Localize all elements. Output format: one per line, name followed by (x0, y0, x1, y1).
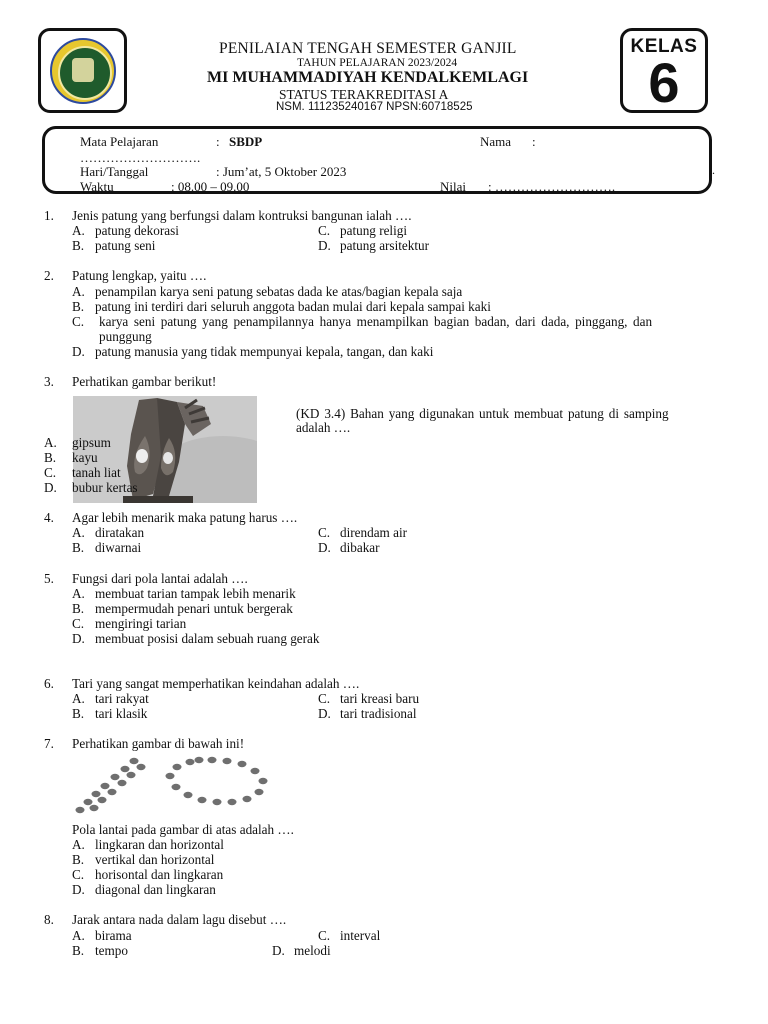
subject-colon: : (216, 134, 220, 149)
class-number: 6 (648, 51, 680, 114)
q4-option-c-letter: C. (318, 525, 331, 540)
q1-option-d-letter: D. (318, 238, 331, 253)
q4-option-a[interactable]: diratakan (95, 525, 145, 540)
q6-option-d[interactable]: tari tradisional (340, 706, 417, 721)
score-label: Nilai (440, 179, 466, 194)
q5-option-c[interactable]: mengiringi tarian (95, 616, 187, 631)
subject-label: Mata Pelajaran (80, 134, 159, 149)
q8-option-b[interactable]: tempo (95, 943, 128, 958)
q2-option-b-letter: B. (72, 299, 85, 314)
name-colon: : (532, 134, 536, 149)
q2-option-a-letter: A. (72, 284, 85, 299)
q1-text: Jenis patung yang berfungsi dalam kontruksi bangunan ialah …. (72, 208, 412, 223)
q4-option-b[interactable]: diwarnai (95, 540, 142, 555)
time-value: : 08.00 – 09.00 (171, 179, 250, 194)
class-label: KELAS (630, 36, 698, 57)
q7-option-d[interactable]: diagonal dan lingkaran (95, 882, 216, 897)
q7-prompt: Pola lantai pada gambar di atas adalah …. (72, 822, 294, 837)
q2-option-b[interactable]: patung ini terdiri dari seluruh anggota badan mulai dari kepala sampai kaki (95, 299, 491, 314)
day-label: Hari/Tanggal (80, 164, 149, 179)
q1-option-a[interactable]: patung dekorasi (95, 223, 179, 238)
q2-option-c-letter: C. (72, 314, 85, 329)
q3-option-a-letter: A. (44, 435, 57, 450)
q8-option-d-letter: D. (272, 943, 285, 958)
q7-option-b-letter: B. (72, 852, 85, 867)
q3-option-d[interactable]: bubur kertas (72, 480, 138, 495)
q8-option-a[interactable]: birama (95, 928, 132, 943)
q5-option-b-letter: B. (72, 601, 85, 616)
q4-number: 4. (44, 510, 54, 525)
q1-number: 1. (44, 208, 54, 223)
nsm-npsn: NSM. 111235240167 NPSN:60718525 (276, 101, 473, 113)
q6-option-a-letter: A. (72, 691, 85, 706)
q8-option-d[interactable]: melodi (294, 943, 331, 958)
q5-option-d[interactable]: membuat posisi dalam sebuah ruang gerak (95, 631, 320, 646)
q3-text: Perhatikan gambar berikut! (72, 374, 217, 389)
q7-option-b[interactable]: vertikal dan horizontal (95, 852, 215, 867)
school-name: MI MUHAMMADIYAH KENDALKEMLAGI (207, 69, 529, 86)
q1-option-b[interactable]: patung seni (95, 238, 156, 253)
q5-option-a[interactable]: membuat tarian tampak lebih menarik (95, 586, 296, 601)
q1-option-a-letter: A. (72, 223, 85, 238)
time-label: Waktu (80, 179, 114, 194)
q6-option-a[interactable]: tari rakyat (95, 691, 149, 706)
q2-option-d-letter: D. (72, 344, 85, 359)
q4-option-d-letter: D. (318, 540, 331, 555)
madrasah-logo (50, 38, 116, 104)
q3-option-c-letter: C. (44, 465, 57, 480)
q5-number: 5. (44, 571, 54, 586)
name-label: Nama (480, 134, 512, 149)
floor-pattern-image (72, 752, 272, 820)
q2-number: 2. (44, 268, 54, 283)
q5-option-c-letter: C. (72, 616, 85, 631)
q3-number: 3. (44, 374, 54, 389)
q2-option-a[interactable]: penampilan karya seni patung sebatas dada ke atas/bagian kepala saja (95, 284, 463, 299)
q2-option-c[interactable]: karya seni patung yang penampilannya hanya menampilkan bagian badan, dari dada, pinggang, dan (99, 314, 653, 329)
q7-text: Perhatikan gambar di bawah ini! (72, 736, 245, 751)
q2-option-d[interactable]: patung manusia yang tidak mempunyai kepala, tangan, dan kaki (95, 344, 434, 359)
q4-option-a-letter: A. (72, 525, 85, 540)
q5-text: Fungsi dari pola lantai adalah …. (72, 571, 248, 586)
q8-option-c-letter: C. (318, 928, 331, 943)
q2-option-c-continued: punggung (99, 329, 152, 344)
q8-option-a-letter: A. (72, 928, 85, 943)
q7-option-a-letter: A. (72, 837, 85, 852)
subject-value: SBDP (229, 134, 263, 149)
q8-option-c[interactable]: interval (340, 928, 381, 943)
stray-dot: . (712, 163, 715, 177)
q6-option-c-letter: C. (318, 691, 331, 706)
q2-text: Patung lengkap, yaitu …. (72, 268, 207, 283)
q7-option-c-letter: C. (72, 867, 85, 882)
class-badge (620, 28, 708, 113)
q1-option-b-letter: B. (72, 238, 85, 253)
accreditation-status: STATUS TERAKREDITASI A (279, 87, 449, 102)
q3-option-d-letter: D. (44, 480, 57, 495)
name-blank[interactable]: ………………………. (80, 150, 201, 165)
q3-side-text-line1: (KD 3.4) Bahan yang digunakan untuk membuat patung di samping (296, 406, 669, 421)
q6-option-c[interactable]: tari kreasi baru (340, 691, 420, 706)
q3-option-c[interactable]: tanah liat (72, 465, 121, 480)
q7-option-c[interactable]: horisontal dan lingkaran (95, 867, 224, 882)
q6-text: Tari yang sangat memperhatikan keindahan adalah …. (72, 676, 360, 691)
q6-option-b-letter: B. (72, 706, 85, 721)
q1-option-c-letter: C. (318, 223, 331, 238)
q7-option-a[interactable]: lingkaran dan horizontal (95, 837, 224, 852)
q3-option-a[interactable]: gipsum (72, 435, 111, 450)
academic-year: TAHUN PELAJARAN 2023/2024 (297, 57, 458, 69)
q1-option-d[interactable]: patung arsitektur (340, 238, 429, 253)
day-value: : Jum’at, 5 Oktober 2023 (216, 164, 347, 179)
q4-option-b-letter: B. (72, 540, 85, 555)
q8-number: 8. (44, 912, 54, 927)
q8-text: Jarak antara nada dalam lagu disebut …. (72, 912, 287, 927)
q5-option-d-letter: D. (72, 631, 85, 646)
q5-option-a-letter: A. (72, 586, 85, 601)
q4-text: Agar lebih menarik maka patung harus …. (72, 510, 298, 525)
q4-option-c[interactable]: direndam air (340, 525, 408, 540)
score-blank[interactable]: : ………………………. (488, 179, 616, 194)
q1-option-c[interactable]: patung religi (340, 223, 408, 238)
q3-option-b[interactable]: kayu (72, 450, 98, 465)
q6-option-d-letter: D. (318, 706, 331, 721)
q8-option-b-letter: B. (72, 943, 85, 958)
q7-option-d-letter: D. (72, 882, 85, 897)
q3-side-text-line2: adalah …. (296, 420, 351, 435)
exam-title: PENILAIAN TENGAH SEMESTER GANJIL (219, 40, 517, 57)
q7-number: 7. (44, 736, 54, 751)
q6-option-b[interactable]: tari klasik (95, 706, 148, 721)
q5-option-b[interactable]: mempermudah penari untuk bergerak (95, 601, 293, 616)
q3-option-b-letter: B. (44, 450, 57, 465)
q6-number: 6. (44, 676, 54, 691)
q4-option-d[interactable]: dibakar (340, 540, 380, 555)
school-logo-frame (38, 28, 127, 113)
